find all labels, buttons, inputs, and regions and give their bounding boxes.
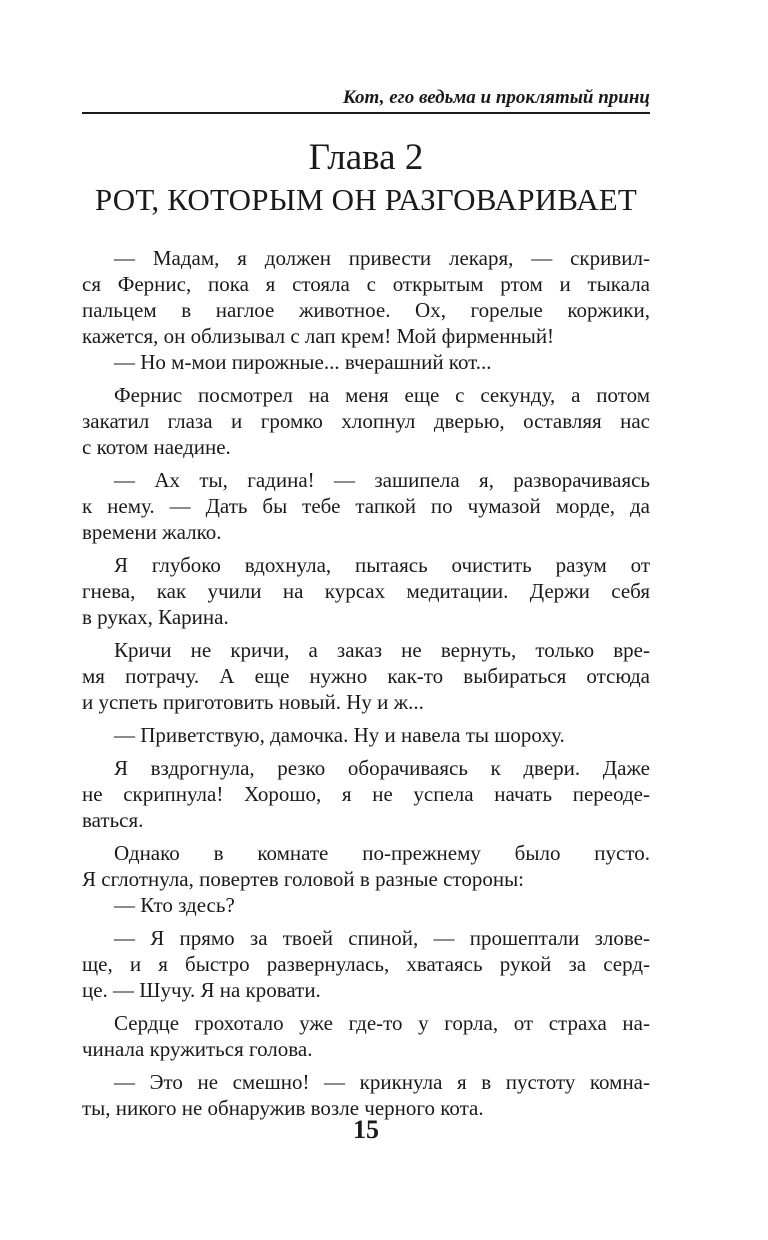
chapter-title: РОТ, КОТОРЫМ ОН РАЗГОВАРИВАЕТ: [94, 182, 638, 217]
chapter-number: Глава 2: [308, 137, 424, 178]
text-line: — Я прямо за твоей спиной, — прошептали злове-: [114, 926, 650, 950]
body-text: [82, 245, 650, 1121]
text-line: це. — Шучу. Я на кровати.: [82, 978, 321, 1002]
text-line: пальцем в наглое животное. Ох, горелые коржики,: [82, 298, 650, 322]
text-line: Я вздрогнула, резко оборачиваясь к двери. Даже: [114, 756, 650, 780]
text-line: — Кто здесь?: [114, 893, 235, 917]
text-line: кажется, он облизывал с лап крем! Мой фирменный!: [82, 324, 555, 348]
text-line: — Но м-мои пирожные... вчерашний кот...: [114, 350, 492, 374]
text-line: мя потрачу. А еще нужно как-то выбираться отсюда: [82, 664, 650, 688]
text-line: ще, и я быстро развернулась, хватаясь рукой за серд-: [82, 952, 650, 976]
text-line: времени жалко.: [82, 520, 222, 544]
text-line: и успеть приготовить новый. Ну и ж...: [82, 690, 424, 714]
text-line: в руках, Карина.: [82, 605, 229, 629]
text-line: гнева, как учили на курсах медитации. Держи себя: [82, 579, 650, 603]
page-number: 15: [353, 1115, 379, 1144]
text-line: Я глубоко вдохнула, пытаясь очистить разум от: [114, 553, 650, 577]
text-line: — Это не смешно! — крикнула я в пустоту комна-: [114, 1070, 650, 1094]
text-line: Фернис посмотрел на меня еще с секунду, а потом: [114, 383, 650, 407]
text-line: ваться.: [82, 808, 144, 832]
text-line: — Мадам, я должен привести лекаря, — скривил-: [114, 246, 650, 270]
text-line: — Ах ты, гадина! — зашипела я, разворачиваясь: [114, 468, 650, 492]
text-line: ты, никого не обнаружив возле черного кота.: [82, 1096, 484, 1120]
text-line: к нему. — Дать бы тебе тапкой по чумазой морде, да: [82, 494, 650, 518]
text-line: Однако в комнате по-прежнему было пусто.: [114, 841, 650, 865]
text-line: чинала кружиться голова.: [82, 1037, 313, 1061]
text-line: не скрипнула! Хорошо, я не успела начать переоде-: [82, 782, 650, 806]
running-head-title: Кот, его ведьма и проклятый принц: [342, 87, 650, 108]
text-line: Я сглотнула, повертев головой в разные стороны:: [82, 867, 525, 891]
text-line: — Приветствую, дамочка. Ну и навела ты шороху.: [114, 723, 565, 747]
text-line: ся Фернис, пока я стояла с открытым ртом и тыкала: [82, 272, 650, 296]
header-rule: [82, 112, 650, 114]
text-line: с котом наедине.: [82, 435, 231, 459]
text-line: закатил глаза и громко хлопнул дверью, оставляя нас: [82, 409, 650, 433]
text-line: Сердце грохотало уже где-то у горла, от страха на-: [114, 1011, 650, 1035]
text-line: Кричи не кричи, а заказ не вернуть, только вре-: [114, 638, 650, 662]
